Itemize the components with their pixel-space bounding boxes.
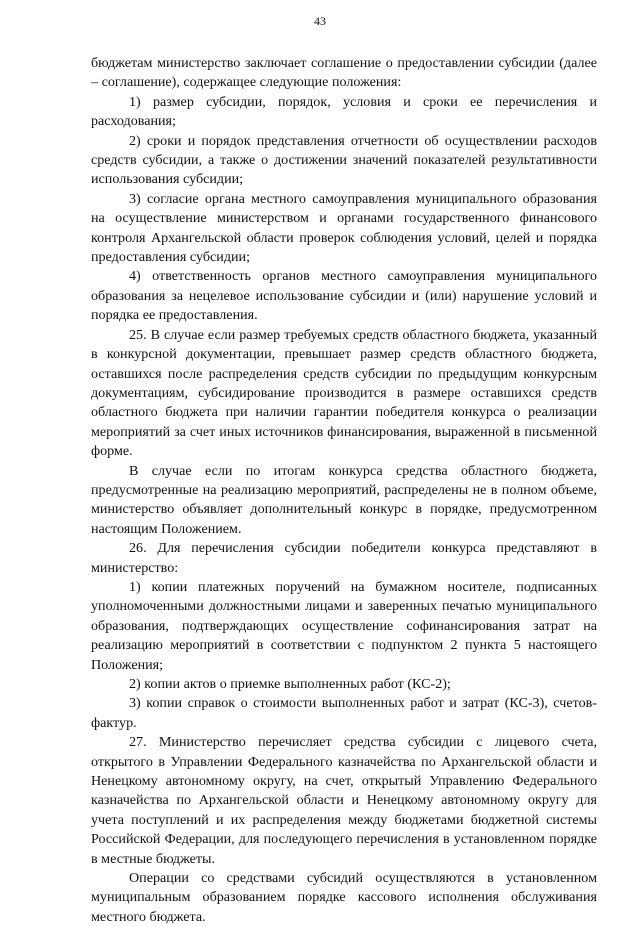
paragraph-additional-contest: В случае если по итогам конкурса средства областного бюджета, предусмотренные на реализацию мероприятий, распределены не в полном объеме, министерство объявляет дополнительный конкурс в порядке, предусмотренном настоящим Положением. [91, 462, 597, 537]
paragraph-clause-25: 25. В случае если размер требуемых средств областного бюджета, указанный в конкурсной документации, превышает размер средств областного бюджета, оставшихся после распределения средств субсидии по предыдущим конкурсным документациям, субсидирование производится в размере оставшихся средств областного бюджета при наличии гарантии победителя конкурса о реализации мероприятий за счет иных источников финансирования, выраженной в письменной форме. [91, 326, 597, 460]
paragraph-docs-item-2: 2) копии актов о приемке выполненных работ (КС-2); [129, 676, 451, 692]
paragraph-item-2-reporting: 2) сроки и порядок представления отчетности об осуществлении расходов средств субсидии, а также о достижении значений показателей результативности использования субсидии; [91, 132, 597, 188]
page-number: 43 [314, 14, 326, 28]
paragraph-clause-27: 27. Министерство перечисляет средства субсидии с лицевого счета, открытого в Управлении Федерального казначейства по Архангельской области и Ненецкому автономному округу, на счет, открытый Управлению Федерального казначейства по Архангельской области и Ненецкому автономному округу для учета поступлений и их распределения между бюджетами бюджетной системы Российской Федерации, для последующего перечисления в установленном порядке в местные бюджеты. [91, 734, 597, 867]
paragraph-item-4-responsibility: 4) ответственность органов местного самоуправления муниципального образования за нецелевое использование субсидии и (или) нарушение условий и порядка ее предоставления. [91, 268, 597, 324]
paragraph-item-1-subsidy-size: 1) размер субсидии, порядок, условия и сроки ее перечисления и расходования; [91, 93, 597, 130]
document-body [91, 54, 597, 927]
paragraph-clause-26: 26. Для перечисления субсидии победители конкурса представляют в министерство: [91, 540, 597, 576]
paragraph-docs-item-3: 3) копии справок о стоимости выполненных работ и затрат (КС-3), счетов-фактур. [91, 695, 597, 731]
paragraph-item-3-consent: 3) согласие органа местного самоуправления муниципального образования на осуществление министерством и органами государственного финансового контроля Архангельской области проверок соблюдения условий, целей и порядка предоставления субсидии; [91, 190, 597, 266]
paragraph-continuation: бюджетам министерство заключает соглашение о предоставлении субсидии (далее – соглашение), содержащее следующие положения: [91, 55, 597, 91]
paragraph-docs-item-1: 1) копии платежных поручений на бумажном носителе, подписанных уполномоченными должностными лицами и заверенных печатью муниципального образования, подтверждающих осуществление софинансирования затрат на реализацию мероприятий в соответствии с подпунктом 2 пункта 5 настоящего Положения; [91, 578, 597, 673]
paragraph-operations: Операции со средствами субсидий осуществляются в установленном муниципальным образованием порядке кассового исполнения обслуживания местного бюджета. [91, 870, 597, 925]
